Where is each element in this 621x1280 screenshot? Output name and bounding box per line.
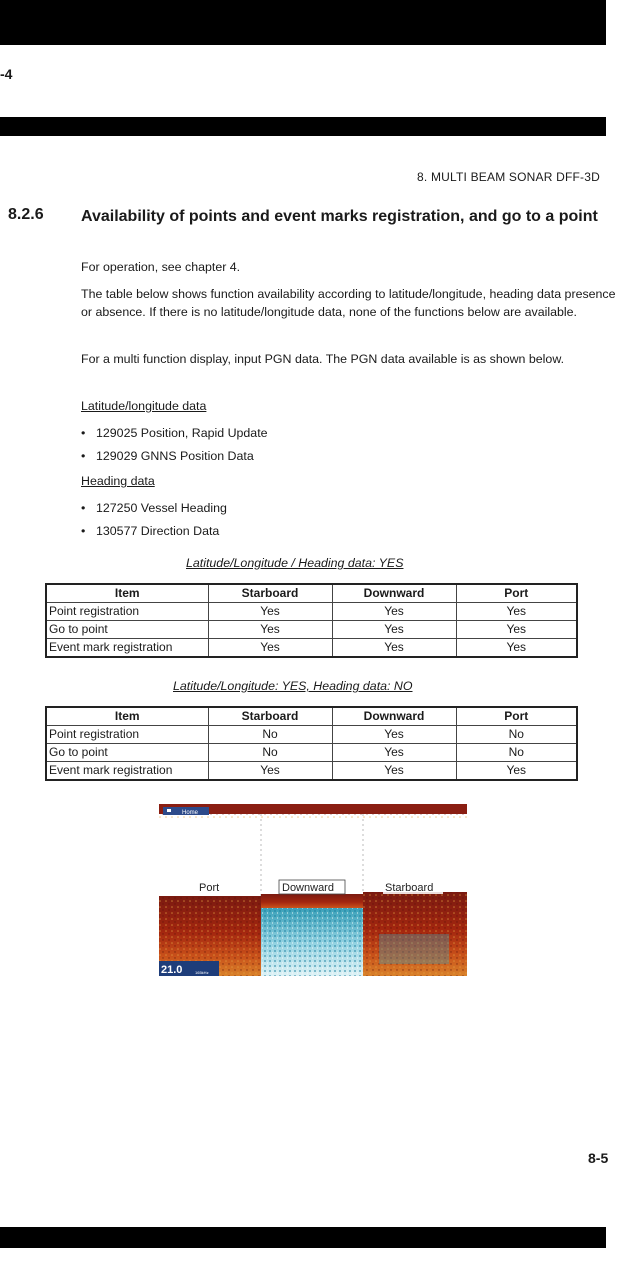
availability-table-heading-yes	[45, 583, 578, 658]
section-title: Availability of points and event marks registration, and go to a point	[81, 208, 598, 225]
table-row	[46, 744, 577, 762]
running-head: 8. MULTI BEAM SONAR DFF-3D	[417, 170, 600, 184]
paragraph-table-intro: The table below shows function availability according to latitude/longitude, heading data presence or absence. If there is no latitude/longitude data, none of the functions below are available.	[81, 287, 616, 319]
table-cell: Go to point	[46, 621, 208, 639]
table-cell: Point registration	[46, 726, 208, 744]
list-item: • 129025 Position, Rapid Update	[81, 426, 268, 440]
table-cell: Yes	[332, 621, 456, 639]
lat-lon-heading: Latitude/longitude data	[81, 399, 207, 413]
table-cell: Yes	[208, 603, 332, 621]
list-item-text: 130577 Direction Data	[96, 524, 220, 538]
heading-data-heading: Heading data	[81, 474, 155, 488]
column-header: Item	[46, 584, 208, 603]
table-cell: No	[456, 726, 577, 744]
table-cell: Yes	[456, 762, 577, 781]
port-label: Port	[199, 882, 220, 894]
top-black-bar	[0, 0, 606, 45]
table-cell: Point registration	[46, 603, 208, 621]
table-header-row	[46, 707, 577, 726]
home-label: Home	[182, 810, 199, 816]
table-caption: Latitude/Longitude: YES, Heading data: NO	[173, 679, 413, 693]
table-cell: Event mark registration	[46, 762, 208, 781]
column-header: Starboard	[208, 584, 332, 603]
sonar-echogram	[159, 804, 467, 976]
list-item: • 127250 Vessel Heading	[81, 501, 227, 515]
bottom-black-bar	[0, 1227, 606, 1248]
table-cell: Yes	[332, 762, 456, 781]
table-cell: Yes	[332, 603, 456, 621]
table-cell: No	[456, 744, 577, 762]
depth-value: 21.0	[161, 964, 183, 976]
table-cell: Go to point	[46, 744, 208, 762]
table-caption: Latitude/Longitude / Heading data: YES	[186, 556, 404, 570]
table-cell: Yes	[456, 639, 577, 658]
table-cell: Yes	[208, 639, 332, 658]
list-item-text: 129029 GNNS Position Data	[96, 449, 254, 463]
column-header: Item	[46, 707, 208, 726]
table-cell: Yes	[208, 621, 332, 639]
table-cell: Yes	[456, 603, 577, 621]
table-cell: Event mark registration	[46, 639, 208, 658]
column-header: Downward	[332, 584, 456, 603]
table-row	[46, 603, 577, 621]
table-cell: Yes	[332, 639, 456, 658]
table-cell: No	[208, 744, 332, 762]
table-row	[46, 621, 577, 639]
table-cell: Yes	[456, 621, 577, 639]
frequency-label: 165kHz	[195, 970, 209, 975]
home-icon	[167, 809, 171, 812]
table-row	[46, 726, 577, 744]
table-cell: Yes	[208, 762, 332, 781]
sonar-screenshot	[159, 804, 467, 976]
paragraph-operation: For operation, see chapter 4.	[81, 260, 241, 274]
list-item: • 130577 Direction Data	[81, 524, 220, 538]
availability-table-heading-no	[45, 706, 578, 781]
section-number: 8.2.6	[8, 206, 44, 223]
previous-page-number: -4	[0, 66, 13, 82]
list-item: • 129029 GNNS Position Data	[81, 449, 254, 463]
paragraph-pgn: For a multi function display, input PGN data. The PGN data available is as shown below.	[81, 352, 565, 366]
column-header: Starboard	[208, 707, 332, 726]
table-row	[46, 639, 577, 658]
column-header: Downward	[332, 707, 456, 726]
table-cell: No	[208, 726, 332, 744]
downward-label: Downward	[282, 882, 334, 894]
column-header: Port	[456, 707, 577, 726]
column-header: Port	[456, 584, 577, 603]
table-cell: Yes	[332, 744, 456, 762]
page-number: 8-5	[588, 1150, 609, 1166]
page-divider-bar	[0, 117, 606, 136]
list-item-text: 127250 Vessel Heading	[96, 501, 227, 515]
list-item-text: 129025 Position, Rapid Update	[96, 426, 268, 440]
table-cell: Yes	[332, 726, 456, 744]
table-row	[46, 762, 577, 781]
starboard-label: Starboard	[385, 882, 434, 894]
table-header-row	[46, 584, 577, 603]
